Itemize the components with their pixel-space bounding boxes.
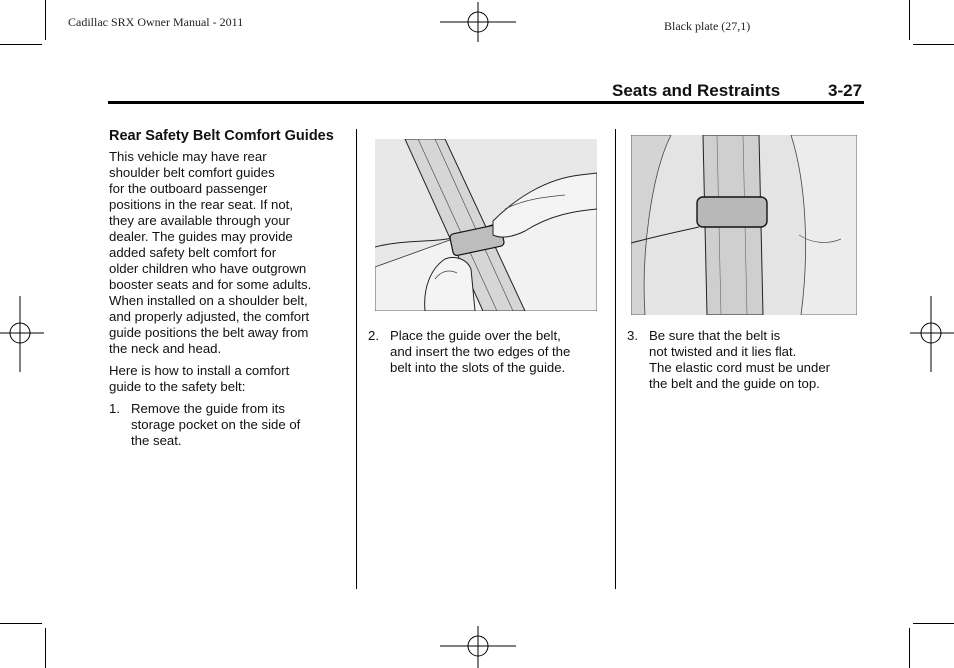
column-3: [627, 328, 867, 392]
crop-mark: [913, 44, 954, 45]
registration-mark-left: [0, 296, 44, 372]
plate-label: Black plate (27,1): [664, 19, 751, 33]
belt-flat-illustration: [631, 135, 857, 315]
crop-mark: [909, 628, 910, 668]
column-divider: [615, 129, 616, 589]
column-2: [368, 328, 608, 376]
crop-mark: [909, 0, 910, 40]
step-number: 1.: [109, 401, 120, 416]
document-title: Cadillac SRX Owner Manual - 2011: [68, 15, 244, 29]
step-number: 3.: [627, 328, 638, 343]
column-divider: [356, 129, 357, 589]
crop-mark: [45, 628, 46, 668]
step-number: 2.: [368, 328, 379, 343]
crop-mark: [0, 623, 42, 624]
crop-mark: [45, 0, 46, 40]
section-title: Seats and Restraints: [612, 81, 781, 100]
crop-mark: [0, 44, 42, 45]
registration-mark-bottom: [440, 624, 516, 668]
registration-mark-top: [440, 2, 516, 46]
crop-mark: [913, 623, 954, 624]
section-heading: Rear Safety Belt Comfort Guides: [109, 128, 334, 144]
illustration-guide-over-belt: [375, 139, 597, 311]
step-2: 2. Place the guide over the belt, and insert the two edges of the belt into the slots of the guide.: [368, 328, 571, 375]
column-1: [109, 127, 349, 449]
header-rule: [108, 101, 864, 104]
step-1: 1. Remove the guide from its storage pocket on the side of the seat.: [109, 401, 301, 448]
intro-paragraph: This vehicle may have rear shoulder belt comfort guides for the outboard passenger positions in the rear seat. If not, they are available through your dealer. The guides may provide added safety belt comfort for older children who have outgrown booster seats and for some adults. When installed on a shoulder belt, and properly adjusted, the comfort guide positions the belt away from the neck and head.: [109, 149, 312, 356]
page-number: 3-27: [828, 81, 863, 100]
how-to-paragraph: Here is how to install a comfort guide to the safety belt:: [109, 363, 290, 394]
step-3: 3. Be sure that the belt is not twisted and it lies flat. The elastic cord must be under the belt and the guide on top.: [627, 328, 831, 391]
registration-mark-right: [910, 296, 954, 372]
belt-guide-illustration: [375, 139, 597, 311]
illustration-belt-flat: [631, 135, 857, 315]
